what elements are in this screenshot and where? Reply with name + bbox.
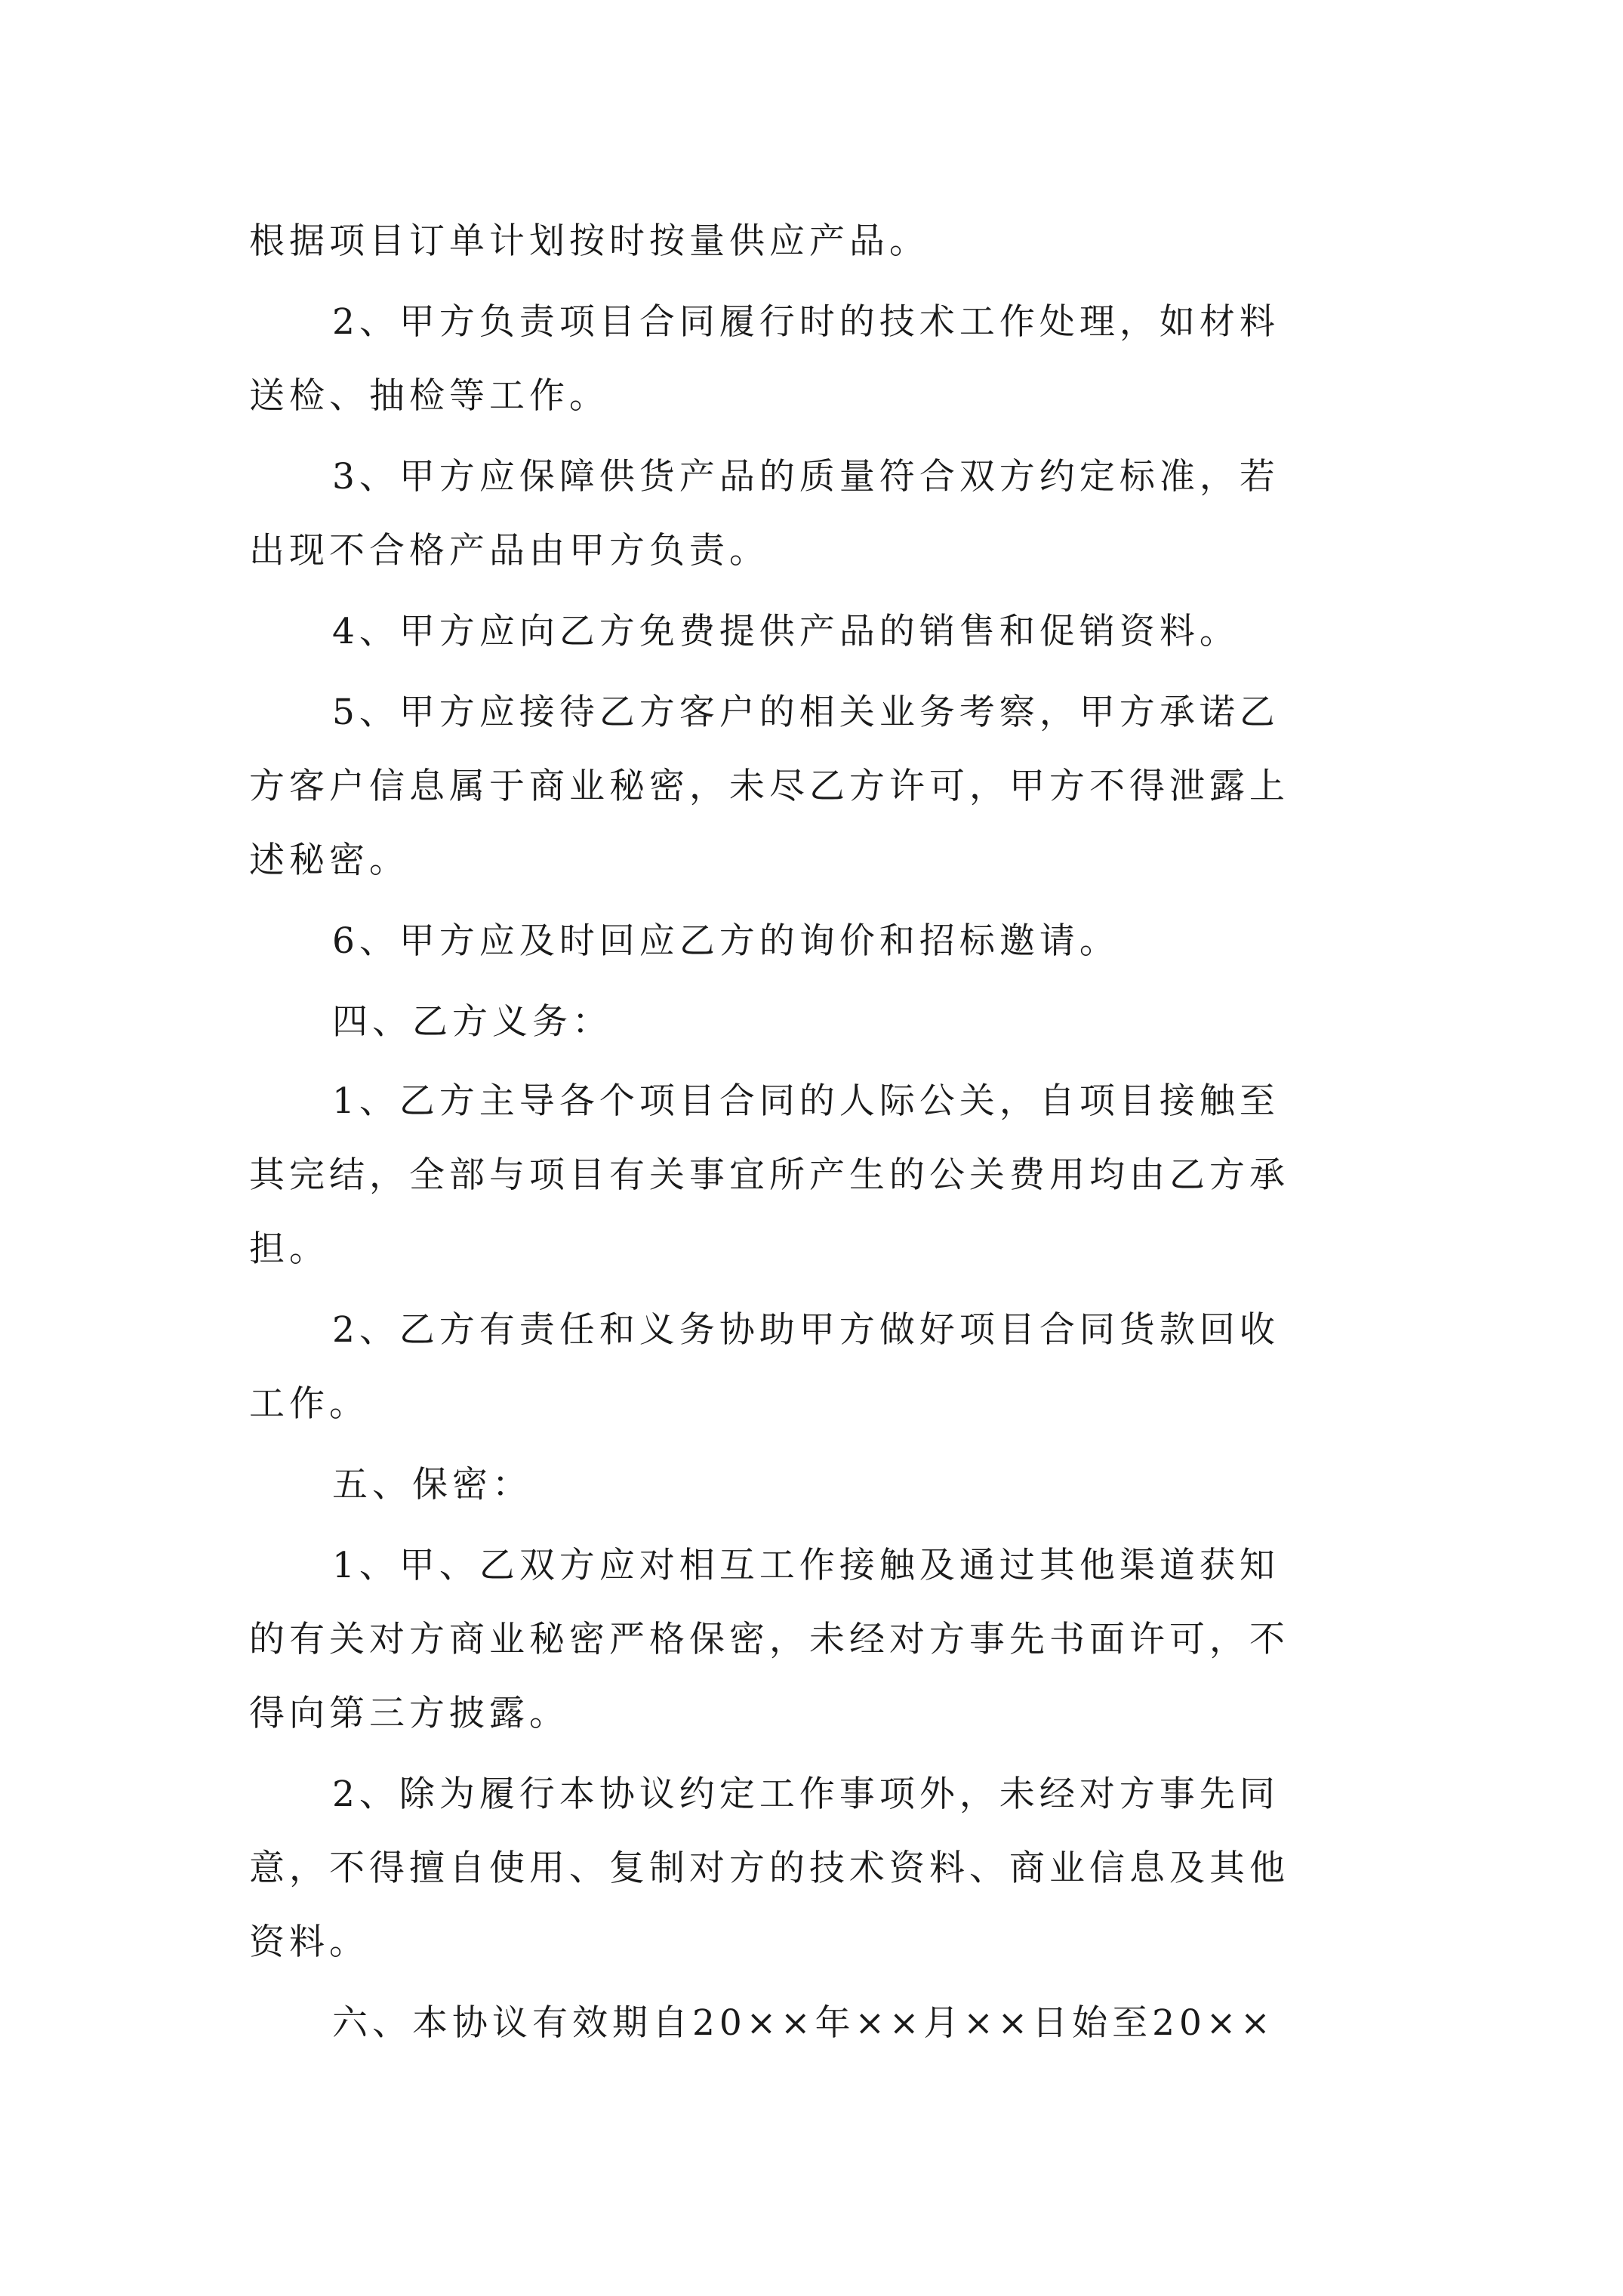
text-line: 送检、抽检等工作。 (249, 375, 609, 417)
text-line: 4、甲方应向乙方免费提供产品的销售和促销资料。 (332, 611, 1240, 652)
text-line: 出现不合格产品由甲方负责。 (249, 530, 769, 572)
text-line: 6、甲方应及时回应乙方的询价和招标邀请。 (332, 920, 1119, 962)
text-line: 1、甲、乙双方应对相互工作接触及通过其他渠道获知 (332, 1545, 1280, 1586)
text-line: 得向第三方披露。 (249, 1693, 569, 1734)
text-line: 的有关对方商业秘密严格保密，未经对方事先书面许可，不 (249, 1619, 1289, 1660)
section-heading: 四、乙方义务： (332, 1001, 612, 1043)
text-line: 意，不得擅自使用、复制对方的技术资料、商业信息及其他 (249, 1848, 1289, 1889)
text-line: 2、甲方负责项目合同履行时的技术工作处理，如材料 (332, 301, 1280, 343)
section-heading: 五、保密： (332, 1464, 532, 1505)
section-heading: 六、本协议有效期自20××年××月××日始至20×× (332, 2002, 1275, 2044)
text-line: 其完结，全部与项目有关事宜所产生的公关费用均由乙方承 (249, 1154, 1289, 1196)
text-line: 工作。 (249, 1383, 369, 1425)
text-line: 2、乙方有责任和义务协助甲方做好项目合同货款回收 (332, 1309, 1280, 1351)
text-line: 1、乙方主导各个项目合同的人际公关，自项目接触至 (332, 1080, 1280, 1122)
text-line: 资料。 (249, 1922, 369, 1963)
text-line: 3、甲方应保障供货产品的质量符合双方约定标准，若 (332, 456, 1280, 498)
text-line: 述秘密。 (249, 840, 409, 881)
text-line: 5、甲方应接待乙方客户的相关业务考察，甲方承诺乙 (332, 692, 1280, 733)
text-line: 2、除为履行本协议约定工作事项外，未经对方事先同 (332, 1774, 1280, 1815)
text-line: 担。 (249, 1228, 329, 1270)
text-line: 根据项目订单计划按时按量供应产品。 (249, 220, 929, 262)
text-line: 方客户信息属于商业秘密，未尽乙方许可，甲方不得泄露上 (249, 766, 1289, 807)
